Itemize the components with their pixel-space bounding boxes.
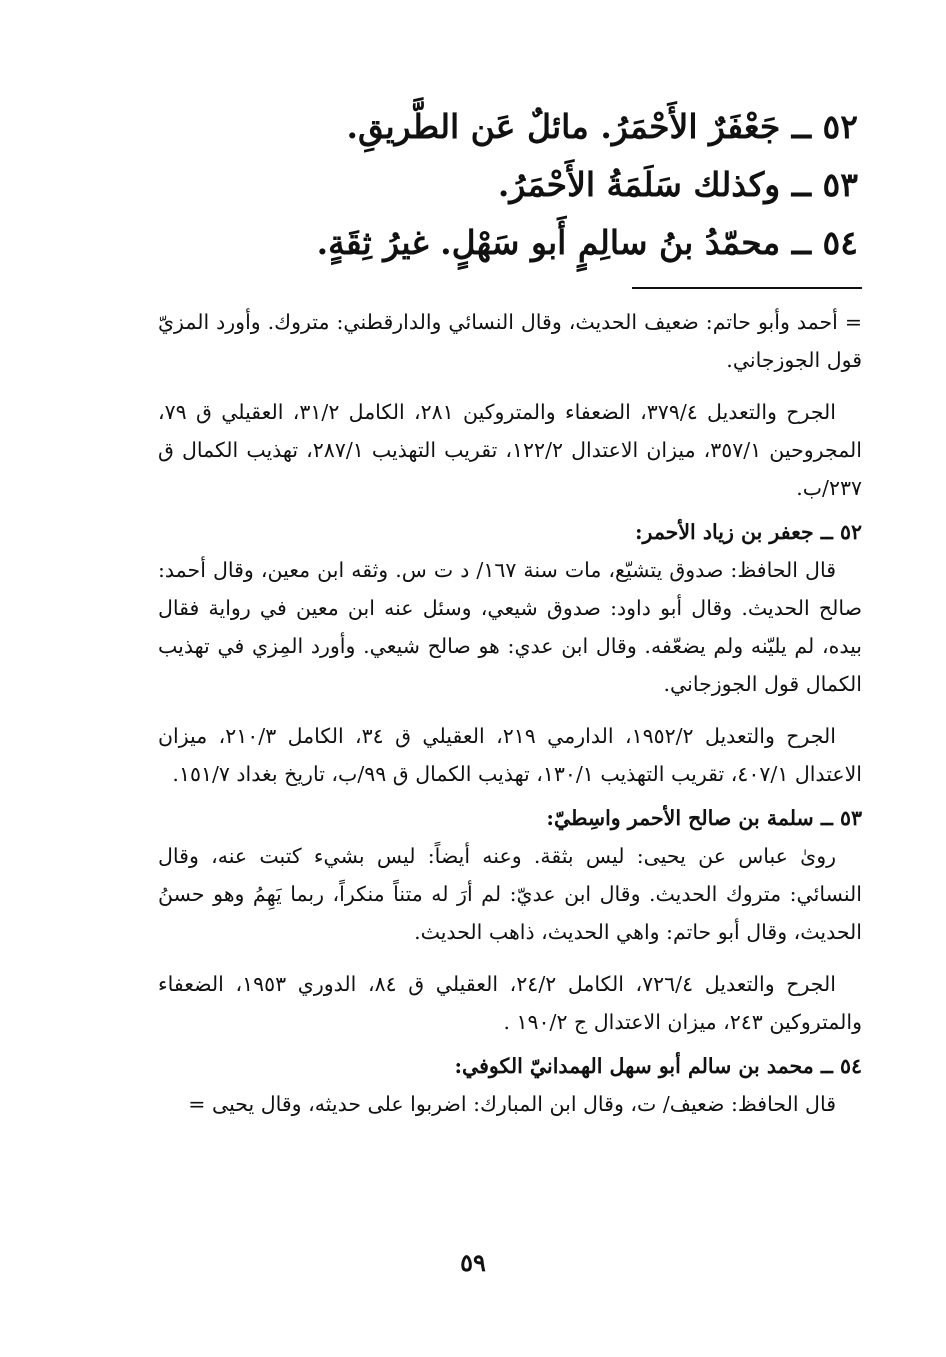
entry-54-text: قال الحافظ: ضعيف/ ت، وقال ابن المبارك: اضربوا على حديثه، وقال يحيى = — [188, 1092, 836, 1116]
footnotes-block — [158, 303, 862, 1123]
footnote-divider — [632, 287, 862, 289]
main-text-block — [98, 98, 858, 272]
footnote-continuation: = أحمد وأبو حاتم: ضعيف الحديث، وقال النسائي والدارقطني: متروك. وأورد المزيّ قول الجوزجاني. — [158, 310, 862, 372]
entry-52-sources: الجرح والتعديل ١٩٥٢/٢، الدارمي ٢١٩، العقيلي ق ٣٤، الكامل ٢١٠/٣، ميزان الاعتدال ٤٠٧/١، تقريب التهذيب ١٣٠/١، تهذيب الكمال ق ٩٩/ب، تاريخ بغداد ١٥١/٧. — [158, 724, 862, 786]
main-entry-53: ٥٣ ــ وكذلك سَلَمَةُ الأَحْمَرُ. — [497, 165, 858, 204]
entry-54-heading: ٥٤ ــ محمد بن سالم أبو سهل الهمدانيّ الكوفي: — [454, 1054, 862, 1078]
entry-52-text: قال الحافظ: صدوق يتشيّع، مات سنة ١٦٧/ د ت س. وثقه ابن معين، وقال أحمد: صالح الحديث. وقال أبو داود: صدوق شيعي، وسئل عنه ابن معين في رواية فقال بيده، لم يليّنه ولم يضعّفه. وقال ابن عدي: هو صالح شيعي. وأورد المِزي في تهذيب الكمال قول الجوزجاني. — [158, 558, 862, 696]
main-entry-54: ٥٤ ــ محمّدُ بنُ سالِمٍ أَبو سَهْلٍ. غيرُ ثِقَةٍ. — [316, 223, 858, 262]
entry-52-heading: ٥٢ ــ جعفر بن زياد الأحمر: — [634, 520, 862, 544]
entry-53-heading: ٥٣ ــ سلمة بن صالح الأحمر واسِطيّ: — [546, 806, 862, 830]
main-entry-52: ٥٢ ــ جَعْفَرٌ الأَحْمَرُ. مائلٌ عَن الطَّريقِ. — [346, 107, 858, 146]
page-number: ٥٩ — [460, 1248, 486, 1277]
entry-53-sources: الجرح والتعديل ٧٢٦/٤، الكامل ٢٤/٢، العقيلي ق ٨٤، الدوري ١٩٥٣، الضعفاء والمتروكين ٢٤٣، ميزان الاعتدال ج ١٩٠/٢ . — [158, 972, 862, 1034]
footnote-sources: الجرح والتعديل ٣٧٩/٤، الضعفاء والمتروكين ٢٨١، الكامل ٣١/٢، العقيلي ق ٧٩، المجروحين ٣٥٧/١، ميزان الاعتدال ١٢٢/٢، تقريب التهذيب ٢٨٧/١، تهذيب الكمال ق ٢٣٧/ب. — [158, 400, 862, 500]
entry-53-text: روىٰ عباس عن يحيى: ليس بثقة. وعنه أيضاً: ليس بشيء كتبت عنه، وقال النسائي: متروك الحديث. وقال ابن عديّ: لم أرَ له متناً منكراً، ربما يَهِمُ وهو حسنُ الحديث، وقال أبو حاتم: واهي الحديث، ذاهب الحديث. — [158, 844, 862, 944]
